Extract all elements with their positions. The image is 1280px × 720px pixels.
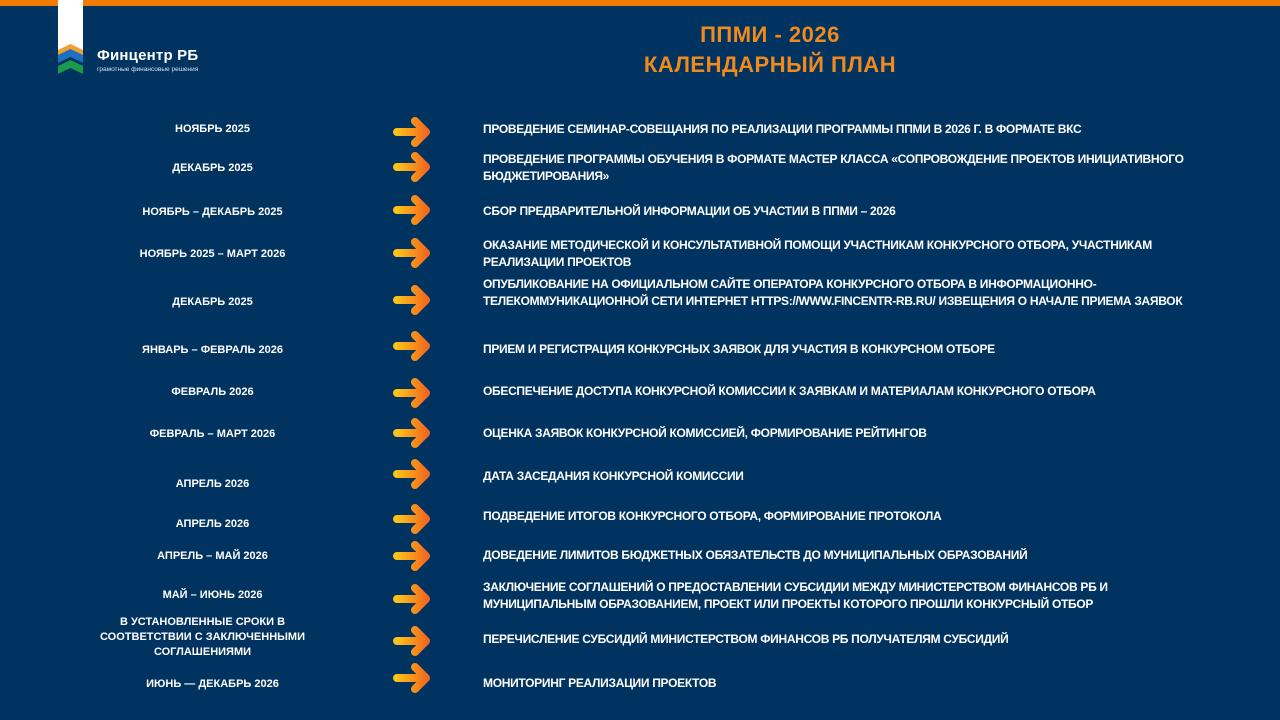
schedule-date: НОЯБРЬ 2025 [175,123,250,135]
arrow-right-icon [392,152,432,182]
logo-tagline: грамотные финансовые решения [97,66,199,73]
arrow-right-icon [392,504,432,534]
schedule-task: ПРИЕМ И РЕГИСТРАЦИЯ КОНКУРСНЫХ ЗАЯВОК ДЛЯ УЧАСТИЯ В КОНКУРСНОМ ОТБОРЕ [483,342,995,356]
arrow-right-icon [392,584,432,614]
arrow-right-icon [392,117,432,147]
schedule-task: ЗАКЛЮЧЕНИЕ СОГЛАШЕНИЙ О ПРЕДОСТАВЛЕНИИ СУБСИДИИ МЕЖДУ МИНИСТЕРСТВОМ ФИНАНСОВ РБ И МУНИЦИПАЛЬНЫМ ОБРАЗОВАНИЕМ, ПРОЕКТ ИЛИ ПРОЕКТЫ КОТОРОГО ПРОШЛИ КОНКУРСНЫЙ ОТБОР [483,580,1108,611]
schedule-date: АПРЕЛЬ 2026 [175,478,250,490]
schedule-task: ПРОВЕДЕНИЕ ПРОГРАММЫ ОБУЧЕНИЯ В ФОРМАТЕ МАСТЕР КЛАССА «СОПРОВОЖДЕНИЕ ПРОЕКТОВ ИНИЦИАТИВНОГО БЮДЖЕТИРОВАНИЯ» [483,152,1184,183]
schedule-date: НОЯБРЬ 2025 – МАРТ 2026 [139,248,286,260]
schedule-date: АПРЕЛЬ – МАЙ 2026 [157,550,268,562]
schedule-task: ДОВЕДЕНИЕ ЛИМИТОВ БЮДЖЕТНЫХ ОБЯЗАТЕЛЬСТВ ДО МУНИЦИПАЛЬНЫХ ОБРАЗОВАНИЙ [483,548,1028,562]
arrow-right-icon [392,626,432,656]
schedule-task: ПЕРЕЧИСЛЕНИЕ СУБСИДИЙ МИНИСТЕРСТВОМ ФИНАНСОВ РБ ПОЛУЧАТЕЛЯМ СУБСИДИЙ [483,632,1009,646]
schedule-date: ФЕВРАЛЬ 2026 [171,386,254,398]
schedule-task: ПОДВЕДЕНИЕ ИТОГОВ КОНКУРСНОГО ОТБОРА, ФОРМИРОВАНИЕ ПРОТОКОЛА [483,509,942,523]
schedule-task: МОНИТОРИНГ РЕАЛИЗАЦИИ ПРОЕКТОВ [483,676,717,690]
schedule-task: ДАТА ЗАСЕДАНИЯ КОНКУРСНОЙ КОМИССИИ [483,469,744,483]
page-title [560,20,980,80]
arrow-right-icon [392,541,432,571]
chevron-ribbon-icon [58,0,83,78]
title-line-1: ППМИ - 2026 [700,22,840,47]
schedule-task: ОЦЕНКА ЗАЯВОК КОНКУРСНОЙ КОМИССИЕЙ, ФОРМИРОВАНИЕ РЕЙТИНГОВ [483,426,927,440]
arrow-right-icon [392,195,432,225]
schedule-date: МАЙ – ИЮНЬ 2026 [162,589,263,601]
schedule-date: АПРЕЛЬ 2026 [175,518,250,530]
logo-name: Финцентр РБ [97,47,199,64]
schedule-task: ОКАЗАНИЕ МЕТОДИЧЕСКОЙ И КОНСУЛЬТАТИВНОЙ ПОМОЩИ УЧАСТНИКАМ КОНКУРСНОГО ОТБОРА, УЧАСТНИКАМ РЕАЛИЗАЦИИ ПРОЕКТОВ [483,238,1152,269]
schedule-date: В УСТАНОВЛЕННЫЕ СРОКИ В СООТВЕТСТВИИ С ЗАКЛЮЧЕННЫМИ СОГЛАШЕНИЯМИ [100,616,305,658]
arrow-right-icon [392,418,432,448]
schedule-date: ДЕКАБРЬ 2025 [172,162,253,174]
schedule-task: ОПУБЛИКОВАНИЕ НА ОФИЦИАЛЬНОМ САЙТЕ ОПЕРАТОРА КОНКУРСНОГО ОТБОРА В ИНФОРМАЦИОННО-ТЕЛЕКОММУНИКАЦИОННОЙ СЕТИ ИНТЕРНЕТ HTTPS://WWW.FINCENTR-RB.RU/ ИЗВЕЩЕНИЯ О НАЧАЛЕ ПРИЕМА ЗАЯВОК [483,277,1183,308]
arrow-right-icon [392,331,432,361]
schedule-task: ОБЕСПЕЧЕНИЕ ДОСТУПА КОНКУРСНОЙ КОМИССИИ К ЗАЯВКАМ И МАТЕРИАЛАМ КОНКУРСНОГО ОТБОРА [483,384,1096,398]
schedule-date: ИЮНЬ — ДЕКАБРЬ 2026 [146,678,279,690]
top-accent-bar [0,0,1280,6]
arrow-right-icon [392,663,432,693]
title-line-2: КАЛЕНДАРНЫЙ ПЛАН [643,52,897,77]
schedule-date: НОЯБРЬ – ДЕКАБРЬ 2025 [142,206,283,218]
arrow-right-icon [392,238,432,268]
schedule-date: ЯНВАРЬ – ФЕВРАЛЬ 2026 [142,344,283,356]
schedule-date: ФЕВРАЛЬ – МАРТ 2026 [149,428,276,440]
schedule-date: ДЕКАБРЬ 2025 [172,296,253,308]
schedule-task: СБОР ПРЕДВАРИТЕЛЬНОЙ ИНФОРМАЦИИ ОБ УЧАСТИИ В ППМИ – 2026 [483,204,896,218]
arrow-right-icon [392,459,432,489]
arrow-right-icon [392,378,432,408]
schedule-task: ПРОВЕДЕНИЕ СЕМИНАР-СОВЕЩАНИЯ ПО РЕАЛИЗАЦИИ ПРОГРАММЫ ППМИ В 2026 Г. В ФОРМАТЕ ВКС [483,122,1082,136]
arrow-right-icon [392,285,432,315]
logo [97,47,198,73]
